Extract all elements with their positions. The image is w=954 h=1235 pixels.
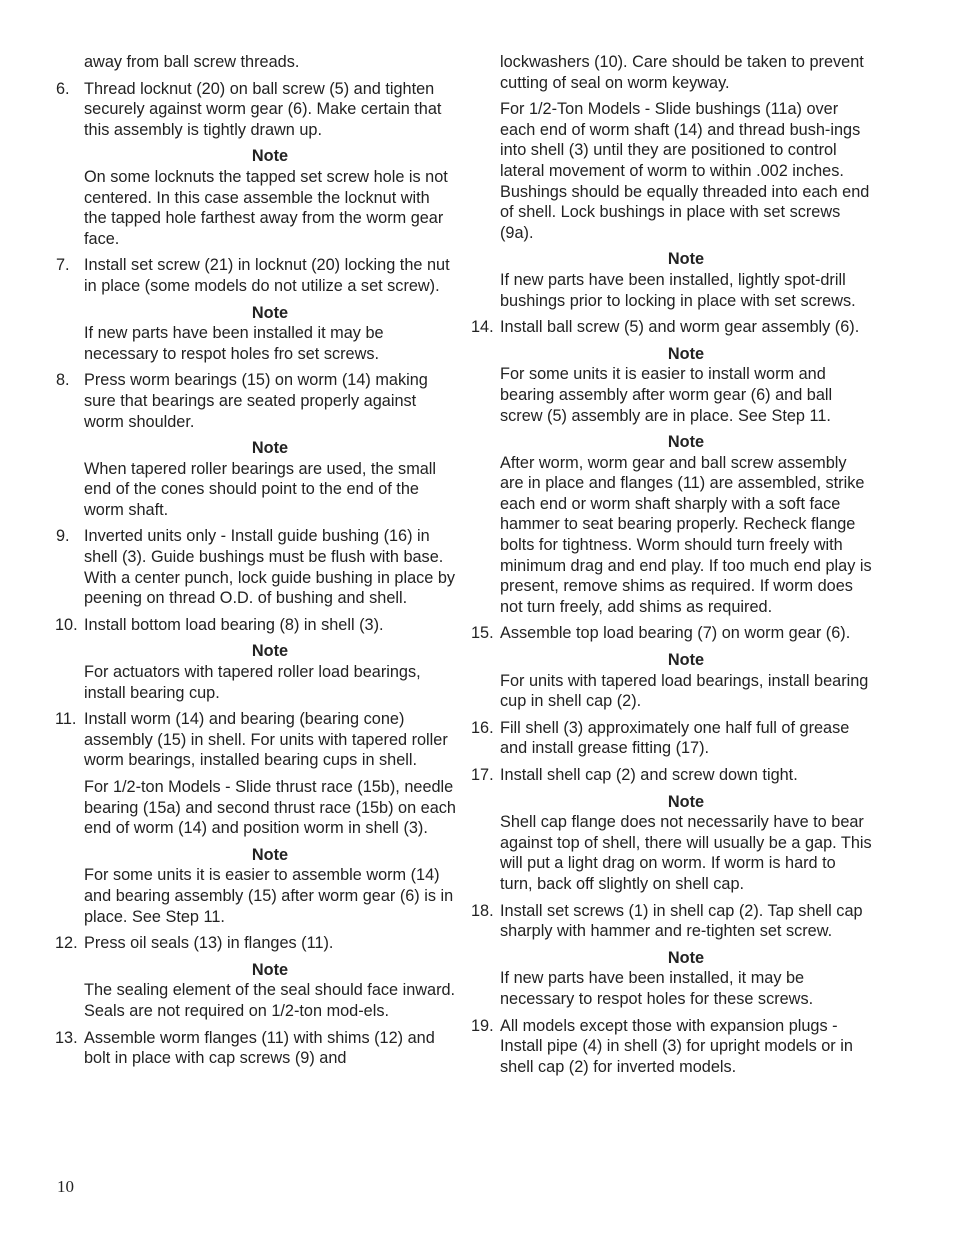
right-column: [472, 52, 872, 1083]
step-text: Install set screws (1) in shell cap (2). Tap shell cap sharply with hammer and re-tighten set screw.: [500, 901, 863, 941]
step-text: Install shell cap (2) and screw down tight.: [500, 766, 798, 784]
step-16: [472, 718, 872, 759]
step-paragraph: For 1/2-Ton Models - Slide bushings (11a) over each end of worm shaft (14) and thread bush-ings into shell (3) until they are positioned to control lateral movement of worm to within .002 inches. Bushings should be equally threaded into each end of shell. Lock bushings in place with set screws (9a).: [500, 100, 870, 242]
note-heading: Note: [667, 792, 705, 811]
step-13: [56, 1028, 456, 1069]
step-text: All models except those with expansion plugs - Install pipe (4) in shell (3) for upright models or in shell cap (2) for inverted models.: [500, 1016, 853, 1076]
note-text: If new parts have been installed it may be necessary to respot holes fro set screws.: [84, 324, 384, 363]
note-text: If new parts have been installed, it may be necessary to respot holes for these screws.: [500, 969, 814, 1008]
step-number: 14.: [471, 318, 494, 337]
step-text: Assemble top load bearing (7) on worm gear (6).: [500, 624, 851, 643]
step-text: Install worm (14) and bearing (bearing cone) assembly (15) in shell. For units with tapered roller worm bearings, installed bearing cups in shell.: [84, 710, 448, 770]
step-number: 18.: [471, 901, 494, 920]
note-text: After worm, worm gear and ball screw assembly are in place and flanges (11) are assembled, strike each end or worm shaft sharply with a soft face hammer to seat bearing properly. Recheck flange bolts for tightness. Worm should turn freely with minimum drag and end play. If too much end play is present, remove shims as required. If worm does not turn freely, add shims as required.: [500, 453, 872, 616]
step-14: [472, 317, 872, 338]
continued-text: away from ball screw threads.: [84, 53, 300, 71]
note-text: If new parts have been installed, lightly spot-drill bushings prior to locking in place with set screws.: [500, 270, 856, 310]
note-heading: Note: [667, 948, 705, 967]
step-number: 13.: [55, 1028, 78, 1047]
note-text: For some units it is easier to assemble worm (14) and bearing assembly (15) after worm gear (6) is in place. See Step 11.: [84, 866, 454, 926]
step-text: Inverted units only - Install guide bushing (16) in shell (3). Guide bushings must be flush with base. With a center punch, lock guide bushing in place by peening on thread O.D. of bushing and shell.: [84, 527, 456, 608]
step-text: Press worm bearings (15) on worm (14) making sure that bearings are seated properly against worm shoulder.: [84, 371, 428, 431]
step-18: [472, 901, 872, 942]
note-heading: Note: [251, 845, 289, 864]
step-text: Install ball screw (5) and worm gear assembly (6).: [500, 318, 860, 337]
step-9: [56, 526, 456, 608]
note-heading: Note: [251, 439, 289, 458]
step-number: 12.: [55, 934, 78, 953]
step-text: Assemble worm flanges (11) with shims (12) and bolt in place with cap screws (9) and: [84, 1028, 435, 1068]
step-7: [56, 255, 456, 296]
step-8: [56, 370, 456, 432]
step-text: Fill shell (3) approximately one half full of grease and install grease fitting (17).: [500, 718, 850, 758]
step-number: 6.: [56, 79, 70, 98]
step-number: 15.: [471, 624, 494, 643]
step-text: Install set screw (21) in locknut (20) locking the nut in place (some models do not utilize a set screw).: [84, 256, 450, 295]
step-text: Press oil seals (13) in flanges (11).: [84, 934, 334, 953]
step-11: [56, 709, 456, 771]
step-number: 9.: [56, 527, 70, 546]
step-number: 8.: [56, 371, 70, 390]
step-15: [472, 623, 872, 644]
note-heading: Note: [667, 433, 705, 452]
step-6: [56, 79, 456, 141]
step-number: 7.: [56, 256, 70, 275]
step-12: [56, 933, 456, 954]
note-heading: Note: [251, 303, 289, 322]
step-text: Thread locknut (20) on ball screw (5) and tighten securely against worm gear (6). Make certain that this assembly is tightly drawn up.: [84, 79, 442, 139]
step-paragraph: For 1/2-ton Models - Slide thrust race (15b), needle bearing (15a) and second thrust race (15b) on each end of worm (14) and position worm in shell (3).: [84, 778, 456, 838]
note-text: For some units it is easier to install worm and bearing assembly after worm gear (6) and ball screw (5) assembly are in place. See Step 11.: [500, 365, 833, 425]
step-text: Install bottom load bearing (8) in shell (3).: [84, 615, 384, 634]
left-column: [56, 52, 456, 1075]
step-number: 19.: [471, 1016, 494, 1035]
step-number: 16.: [471, 718, 494, 737]
step-number: 11.: [55, 710, 77, 729]
note-heading: Note: [667, 651, 705, 670]
step-17: [472, 765, 872, 786]
note-heading: Note: [251, 960, 289, 979]
step-number: 10.: [55, 615, 78, 634]
note-text: For actuators with tapered roller load bearings, install bearing cup.: [84, 663, 421, 702]
note-text: For units with tapered load bearings, install bearing cup in shell cap (2).: [500, 671, 869, 711]
step-number: 17.: [471, 766, 494, 784]
step-19: [472, 1016, 872, 1078]
note-text: When tapered roller bearings are used, the small end of the cones should point to the end of the worm shaft.: [84, 459, 437, 519]
step-10: [56, 615, 456, 636]
note-heading: Note: [667, 344, 705, 363]
note-text: Shell cap flange does not necessarily have to bear against top of shell, there will usually be a gap. This will put a light drag on worm. If worm is hard to turn, back off slightly on shell cap.: [500, 813, 872, 893]
note-heading: Note: [667, 250, 705, 269]
note-heading: Note: [251, 147, 289, 166]
note-heading: Note: [251, 642, 289, 661]
continued-text: lockwashers (10). Care should be taken to prevent cutting of seal on worm keyway.: [500, 53, 864, 92]
note-text: The sealing element of the seal should face inward. Seals are not required on 1/2-ton mod-els.: [84, 981, 456, 1020]
note-text: On some locknuts the tapped set screw hole is not centered. In this case assemble the locknut with the tapped hole farthest away from the worm gear face.: [84, 167, 448, 248]
page-number: 10: [57, 1177, 74, 1196]
